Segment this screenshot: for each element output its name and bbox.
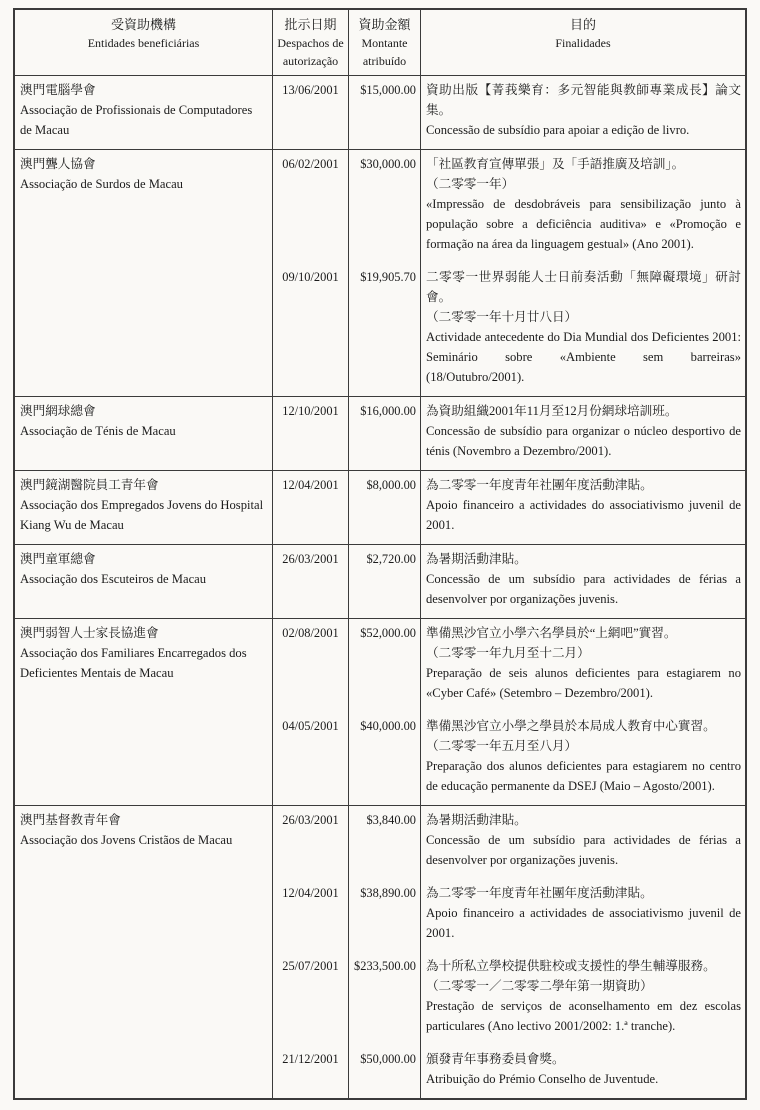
purpose-text: Concessão de um subsídio para actividades de férias a desenvolver por organizações juvenis. xyxy=(426,572,741,606)
purpose-text: Apoio financeiro a actividades do associativismo juvenil de 2001. xyxy=(426,498,741,532)
grant-entry xyxy=(273,712,745,805)
grant-entry xyxy=(273,619,745,712)
purpose-text: 為十所私立學校提供駐校或支援性的學生輔導服務。 xyxy=(426,959,716,973)
purpose-text: 為二零零一年度青年社團年度活動津貼。 xyxy=(426,886,653,900)
entity-name-pt: Associação dos Jovens Cristãos de Macau xyxy=(20,833,233,847)
grant-entry xyxy=(273,76,745,149)
table-header-row xyxy=(15,10,745,75)
purpose-text: 為暑期活動津貼。 xyxy=(426,552,527,566)
header-purpose-column xyxy=(421,10,745,75)
purpose-text: （二零零一／二零零二學年第一期資助） xyxy=(426,979,653,993)
purpose-text: Apoio financeiro a actividades de associativismo juvenil de 2001. xyxy=(426,906,741,940)
grant-amount: $52,000.00 xyxy=(349,619,421,712)
authorization-date: 06/02/2001 xyxy=(273,150,349,263)
grant-amount: $2,720.00 xyxy=(349,545,421,618)
purpose-text: «Impressão de desdobráveis para sensibilização junto à população sobre a deficiência auditiva» e «Promoção e formação na área da linguagem gestual» (Ano 2001). xyxy=(426,197,741,251)
entity-cell xyxy=(15,76,273,149)
grant-entries xyxy=(273,397,745,470)
authorization-date: 26/03/2001 xyxy=(273,806,349,879)
purpose-text: 為暑期活動津貼。 xyxy=(426,813,527,827)
grant-amount: $38,890.00 xyxy=(349,879,421,952)
authorization-date: 12/04/2001 xyxy=(273,471,349,544)
entity-name-pt: Associação de Profissionais de Computadores de Macau xyxy=(20,103,253,137)
entity-cell xyxy=(15,150,273,396)
purpose-cell xyxy=(421,397,745,470)
purpose-text: 為資助組織2001年11月至12月份網球培訓班。 xyxy=(426,404,678,418)
purpose-cell xyxy=(421,806,745,879)
grant-entry xyxy=(273,545,745,618)
purpose-cell xyxy=(421,545,745,618)
header-date-zh: 批示日期 xyxy=(284,17,337,32)
purpose-text: 為二零零一年度青年社團年度活動津貼。 xyxy=(426,478,653,492)
grant-amount: $40,000.00 xyxy=(349,712,421,805)
purpose-text: 資助出版【菁莪樂育：多元智能與教師專業成長】論文集。 xyxy=(426,83,741,117)
purpose-cell xyxy=(421,952,745,1045)
entity-cell xyxy=(15,619,273,805)
purpose-text: （二零零一年） xyxy=(426,177,515,191)
table-row xyxy=(15,470,745,544)
entity-name-pt: Associação dos Familiares Encarregados dos Deficientes Mentais de Macau xyxy=(20,646,247,680)
entity-name-pt: Associação de Ténis de Macau xyxy=(20,424,176,438)
purpose-text: 準備黑沙官立小學之學員於本局成人教育中心實習。 xyxy=(426,719,716,733)
purpose-text: （二零零一年五月至八月） xyxy=(426,739,578,753)
purpose-cell xyxy=(421,1045,745,1098)
authorization-date: 12/10/2001 xyxy=(273,397,349,470)
authorization-date: 26/03/2001 xyxy=(273,545,349,618)
grant-entries xyxy=(273,471,745,544)
grant-entry xyxy=(273,397,745,470)
grant-entries xyxy=(273,76,745,149)
purpose-text: Atribuição do Prémio Conselho de Juventude. xyxy=(426,1072,659,1086)
table-row xyxy=(15,149,745,396)
entity-name-zh: 澳門電腦學會 xyxy=(20,83,96,97)
grant-amount: $8,000.00 xyxy=(349,471,421,544)
purpose-text: Concessão de subsídio para apoiar a edição de livro. xyxy=(426,123,690,137)
grant-entry xyxy=(273,952,745,1045)
grant-entry xyxy=(273,263,745,396)
grant-amount: $3,840.00 xyxy=(349,806,421,879)
authorization-date: 21/12/2001 xyxy=(273,1045,349,1098)
purpose-text: 準備黑沙官立小學六名學員於“上網吧”實習。 xyxy=(426,626,677,640)
entity-name-zh: 澳門童軍總會 xyxy=(20,552,96,566)
header-amount-pt: Montante atribuído xyxy=(361,36,408,68)
entity-cell xyxy=(15,471,273,544)
purpose-text: （二零零一年九月至十二月） xyxy=(426,646,590,660)
entity-name-zh: 澳門聾人協會 xyxy=(20,157,96,171)
header-purpose-zh: 目的 xyxy=(569,17,596,32)
purpose-cell xyxy=(421,619,745,712)
authorization-date: 09/10/2001 xyxy=(273,263,349,396)
table-row xyxy=(15,805,745,1098)
purpose-text: 「社區教育宣傳單張」及「手語推廣及培訓」。 xyxy=(426,157,685,171)
table-row xyxy=(15,544,745,618)
grant-entries xyxy=(273,150,745,396)
purpose-text: Preparação dos alunos deficientes para estagiarem no centro de educação permanente da DSEJ (Maio – Agosto/2001). xyxy=(426,759,741,793)
header-date-column xyxy=(273,10,349,75)
header-amount-column xyxy=(349,10,421,75)
purpose-cell xyxy=(421,76,745,149)
authorization-date: 25/07/2001 xyxy=(273,952,349,1045)
purpose-text: （二零零一年十月廿八日） xyxy=(426,310,578,324)
purpose-text: Concessão de subsídio para organizar o núcleo desportivo de ténis (Novembro a Dezembro/2001). xyxy=(426,424,741,458)
authorization-date: 13/06/2001 xyxy=(273,76,349,149)
grant-entry xyxy=(273,1045,745,1098)
table-row xyxy=(15,396,745,470)
entity-name-pt: Associação dos Escuteiros de Macau xyxy=(20,572,207,586)
purpose-cell xyxy=(421,471,745,544)
entity-name-zh: 澳門基督教青年會 xyxy=(20,813,121,827)
entity-cell xyxy=(15,397,273,470)
purpose-text: Preparação de seis alunos deficientes para estagiarem no «Cyber Café» (Setembro – Dezembro/2001). xyxy=(426,666,741,700)
authorization-date: 02/08/2001 xyxy=(273,619,349,712)
authorization-date: 12/04/2001 xyxy=(273,879,349,952)
header-date-pt: Despachos de autorização xyxy=(277,36,344,68)
entity-name-pt: Associação de Surdos de Macau xyxy=(20,177,183,191)
grant-amount: $19,905.70 xyxy=(349,263,421,396)
table-row xyxy=(15,75,745,149)
grant-amount: $15,000.00 xyxy=(349,76,421,149)
grant-entries xyxy=(273,545,745,618)
grant-entry xyxy=(273,150,745,263)
subsidy-table xyxy=(13,8,747,1100)
entity-name-zh: 澳門弱智人士家長協進會 xyxy=(20,626,159,640)
grant-entries xyxy=(273,806,745,1098)
purpose-text: Concessão de um subsídio para actividades de férias a desenvolver por organizações juvenis. xyxy=(426,833,741,867)
grant-entries xyxy=(273,619,745,805)
purpose-cell xyxy=(421,150,745,263)
purpose-text: Prestação de serviços de aconselhamento em dez escolas particulares (Ano lectivo 2001/2002: 1.ª tranche). xyxy=(426,999,741,1033)
purpose-cell xyxy=(421,712,745,805)
entity-name-zh: 澳門網球總會 xyxy=(20,404,96,418)
purpose-cell xyxy=(421,263,745,396)
purpose-text: Actividade antecedente do Dia Mundial dos Deficientes 2001: Seminário sobre «Ambiente sem barreiras» (18/Outubro/2001). xyxy=(426,330,741,384)
header-purpose-pt: Finalidades xyxy=(555,36,611,50)
entity-name-zh: 澳門鏡湖醫院員工青年會 xyxy=(20,478,159,492)
header-entity-column xyxy=(15,10,273,75)
header-entity-pt: Entidades beneficiárias xyxy=(87,36,200,50)
grant-amount: $16,000.00 xyxy=(349,397,421,470)
grant-amount: $233,500.00 xyxy=(349,952,421,1045)
grant-amount: $50,000.00 xyxy=(349,1045,421,1098)
entity-cell xyxy=(15,806,273,1098)
grant-entry xyxy=(273,471,745,544)
grant-entry xyxy=(273,806,745,879)
header-amount-zh: 資助金額 xyxy=(358,17,411,32)
table-row xyxy=(15,618,745,805)
entity-cell xyxy=(15,545,273,618)
purpose-text: 頒發青年事務委員會獎。 xyxy=(426,1052,565,1066)
grant-amount: $30,000.00 xyxy=(349,150,421,263)
entity-name-pt: Associação dos Empregados Jovens do Hospital Kiang Wu de Macau xyxy=(20,498,264,532)
authorization-date: 04/05/2001 xyxy=(273,712,349,805)
purpose-text: 二零零一世界弱能人士日前奏活動「無障礙環境」研討會。 xyxy=(426,270,741,304)
purpose-cell xyxy=(421,879,745,952)
grant-entry xyxy=(273,879,745,952)
header-entity-zh: 受資助機構 xyxy=(110,17,176,32)
table-body xyxy=(15,75,745,1098)
